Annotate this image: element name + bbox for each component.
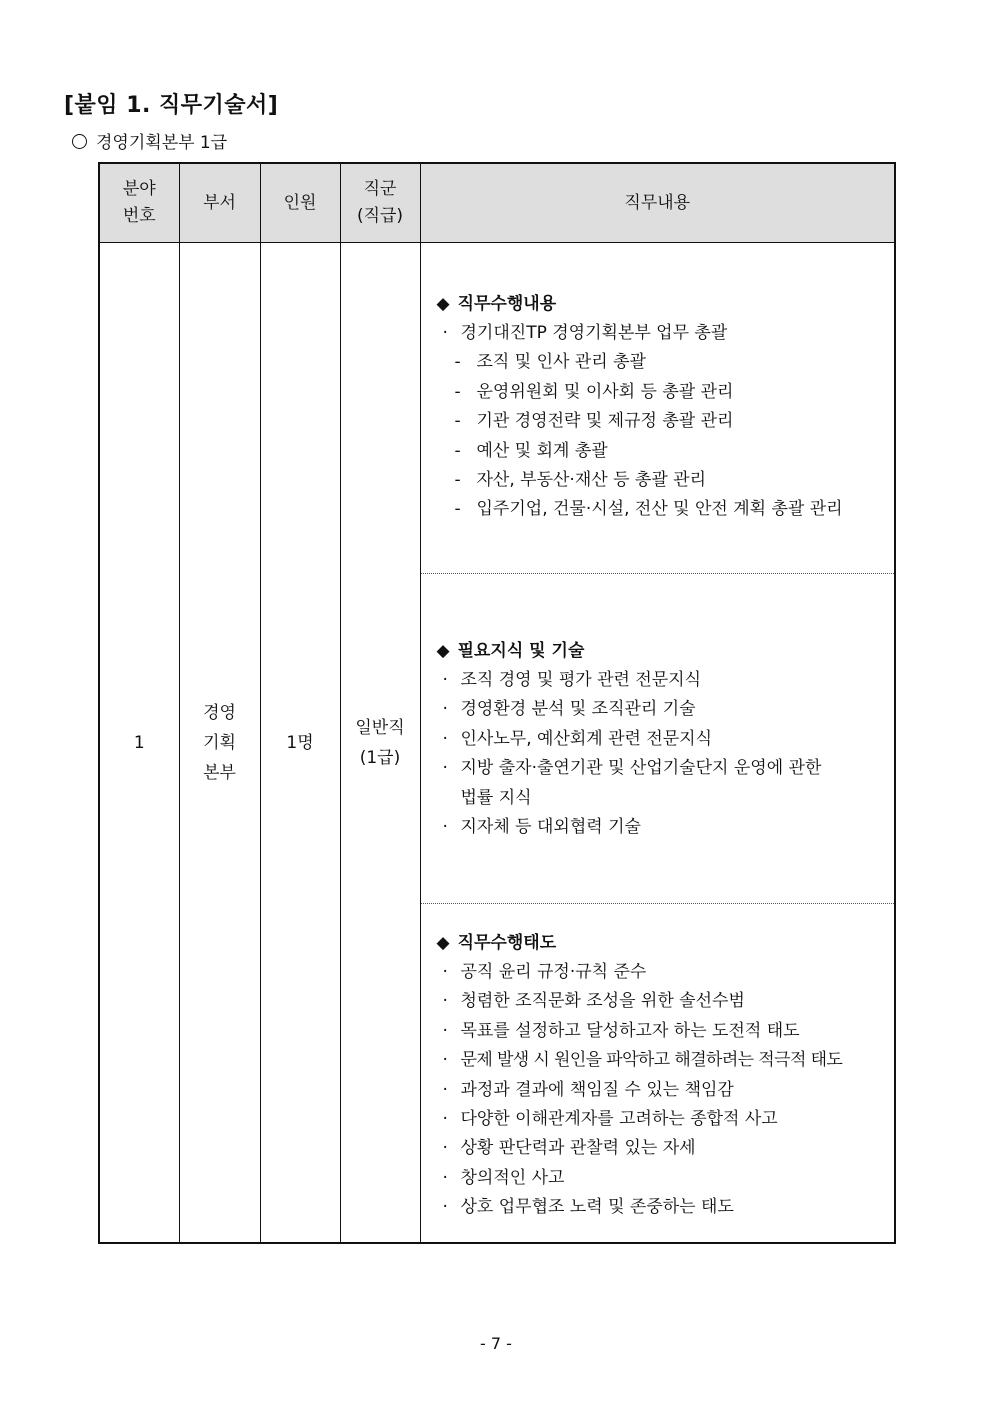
cell-field-no: 1	[99, 243, 179, 1244]
section-heading: ◆ 직무수행태도	[436, 933, 557, 953]
list-item: · 창의적인 사고	[437, 1164, 885, 1193]
list-subitem: - 입주기업, 건물·시설, 전산 및 안전 계획 총괄 관리	[454, 499, 843, 520]
middle-dot-icon: ·	[442, 670, 448, 690]
document-title: [붙임 1. 직무기술서]	[64, 93, 279, 118]
list-item: · 목표를 설정하고 달성하고자 하는 도전적 태도	[437, 1017, 885, 1046]
list-item: · 문제 발생 시 원인을 파악하고 해결하려는 적극적 태도	[437, 1046, 885, 1075]
cell-duties	[420, 243, 895, 1244]
middle-dot-icon: ·	[442, 728, 448, 749]
list-item: · 과정과 결과에 책임질 수 있는 책임감	[437, 1076, 885, 1105]
section-subtitle	[72, 128, 227, 153]
list-item: · 인사노무, 예산회계 관련 전문지식	[437, 725, 885, 754]
list-item-continuation: 법률 지식	[460, 787, 532, 808]
diamond-icon: ◆	[436, 641, 450, 661]
middle-dot-icon: ·	[442, 1079, 448, 1100]
list-subitem: - 자산, 부동산·재산 등 총괄 관리	[454, 470, 706, 491]
middle-dot-icon: ·	[442, 1020, 448, 1041]
duties-section-knowledge	[421, 574, 895, 904]
list-item: · 지방 출자·출연기관 및 산업기술단지 운영에 관한	[437, 754, 885, 783]
list-item: · 조직 경영 및 평가 관련 전문지식	[437, 666, 885, 695]
job-description-table	[98, 162, 896, 1244]
list-item: · 상황 판단력과 관찰력 있는 자세	[437, 1134, 885, 1163]
list-item: · 상호 업무협조 노력 및 존중하는 태도	[437, 1193, 885, 1222]
middle-dot-icon: ·	[442, 962, 448, 982]
duties-section-performance	[421, 243, 895, 574]
list-item: · 다양한 이해관계자를 고려하는 종합적 사고	[437, 1105, 885, 1134]
section-heading: ◆ 필요지식 및 기술	[436, 641, 585, 661]
list-item: · 공직 윤리 규정·규칙 준수	[437, 958, 885, 987]
header-field-no: 분야 번호	[99, 163, 179, 243]
middle-dot-icon: ·	[442, 1167, 448, 1188]
list-subitem: - 기관 경영전략 및 제규정 총괄 관리	[454, 411, 734, 432]
header-headcount: 인원	[260, 163, 340, 243]
diamond-icon: ◆	[436, 294, 450, 314]
middle-dot-icon: ·	[442, 699, 448, 720]
cell-job-group: 일반직 (1급)	[340, 243, 420, 1244]
list-item: · 청렴한 조직문화 조성을 위한 솔선수범	[437, 987, 885, 1016]
table-row	[99, 243, 895, 1244]
cell-department: 경영 기획 본부	[179, 243, 260, 1244]
middle-dot-icon: ·	[442, 758, 448, 779]
cell-headcount: 1명	[260, 243, 340, 1244]
list-subitem: - 운영위원회 및 이사회 등 총괄 관리	[454, 381, 734, 402]
section-heading: ◆ 직무수행내용	[436, 294, 557, 314]
list-item: · 경기대진TP 경영기획본부 업무 총괄	[437, 319, 885, 348]
header-department: 부서	[179, 163, 260, 243]
circle-bullet-icon	[72, 134, 87, 149]
middle-dot-icon: ·	[442, 1138, 448, 1159]
middle-dot-icon: ·	[442, 1050, 448, 1071]
middle-dot-icon: ·	[442, 323, 448, 343]
middle-dot-icon: ·	[442, 817, 448, 838]
header-duties: 직무내용	[420, 163, 895, 243]
page-number: - 7 -	[480, 1334, 512, 1353]
table-header-row	[99, 163, 895, 243]
middle-dot-icon: ·	[442, 1109, 448, 1130]
list-subitem: - 예산 및 회계 총괄	[454, 440, 608, 461]
middle-dot-icon: ·	[442, 991, 448, 1012]
subtitle-text: 경영기획본부 1급	[96, 133, 228, 153]
list-item: · 지자체 등 대외협력 기술	[437, 813, 885, 842]
list-subitem: - 조직 및 인사 관리 총괄	[454, 352, 646, 373]
duties-section-attitude	[421, 904, 895, 1242]
list-item: · 경영환경 분석 및 조직관리 기술	[437, 695, 885, 724]
header-job-group: 직군 (직급)	[340, 163, 420, 243]
middle-dot-icon: ·	[442, 1197, 448, 1218]
diamond-icon: ◆	[436, 933, 450, 953]
